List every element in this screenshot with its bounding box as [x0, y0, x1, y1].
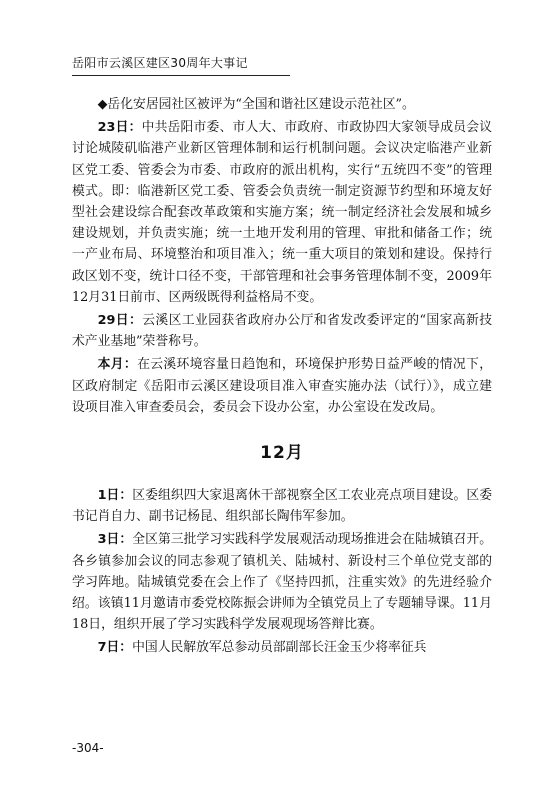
entry-honor-community: [72, 94, 492, 115]
entry-dec-3: [72, 529, 492, 635]
entry-text: 区委组织四大家退离休干部视察全区工农业亮点项目建设。区委书记肖自力、副书记杨昆、组织部长陶伟军参加。: [72, 488, 493, 525]
page-number: -304-: [72, 741, 104, 755]
header-divider: [72, 75, 290, 76]
entry-text: 中国人民解放军总参动员部副部长汪金玉少将率征兵: [132, 640, 427, 656]
entry-23: [72, 117, 492, 308]
entry-text: ◆岳化安居园社区被评为“全国和谐社区建设示范社区”。: [97, 97, 415, 112]
entry-dec-1: [72, 485, 492, 527]
month-heading: 12月: [260, 443, 304, 464]
entry-text: 在云溪环境容量日趋饱和，环境保护形势日益严峻的情况下，区政府制定《岳阳市云溪区建设项目准入审查实施办法（试行）》，成立建设项目准入审查委员会，委员会下设办公室，办公室设在发改局。: [72, 357, 493, 415]
entry-date: 7日：: [97, 640, 133, 656]
entry-date: 本月：: [97, 357, 138, 373]
entry-this-month: [72, 354, 492, 418]
page-body: [72, 94, 492, 661]
entry-date: 23日：: [97, 120, 142, 136]
entry-date: 3日：: [97, 532, 133, 548]
running-header: 岳阳市云溪区建区30周年大事记: [72, 56, 248, 70]
entry-text: 全区第三批学习实践科学发展观活动现场推进会在陆城镇召开。各乡镇参加会议的同志参观了镇机关、陆城村、新设村三个单位党支部的学习阵地。陆城镇党委在会上作了《坚持四抓，注重实效》的先进经验介绍。该镇11月邀请市委党校陈振会讲师为全镇党员上了专题辅导课。11月18日，组织开展了学习实践科学发展观现场答辩比赛。: [72, 532, 493, 633]
entry-dec-7: [72, 637, 492, 658]
entry-text: 云溪区工业园获省政府办公厅和省发改委评定的“国家高新技术产业基地”荣誉称号。: [72, 313, 493, 350]
entry-text: 中共岳阳市委、市人大、市政府、市政协四大家领导成员会议讨论城陵矶临港产业新区管理体制和运行机制问题。会议决定临港产业新区党工委、管委会为市委、市政府的派出机构，实行“五统四不变”的管理模式。即：临港新区党工委、管委会负责统一制定资源节约型和环境友好型社会建设综合配套改革政策和实施方案；统一制定经济社会发展和城乡建设规划，并负责实施；统一土地开发利用的管理、审批和储备工作；统一产业布局、环境整治和项目准入；统一重大项目的策划和建设。保持行政区划不变，统计口径不变，干部管理和社会事务管理体制不变，2009年12月31日前市、区两级既得利益格局不变。: [72, 120, 493, 305]
entry-29: [72, 310, 492, 352]
entry-date: 29日：: [97, 313, 143, 329]
entry-date: 1日：: [97, 488, 133, 504]
